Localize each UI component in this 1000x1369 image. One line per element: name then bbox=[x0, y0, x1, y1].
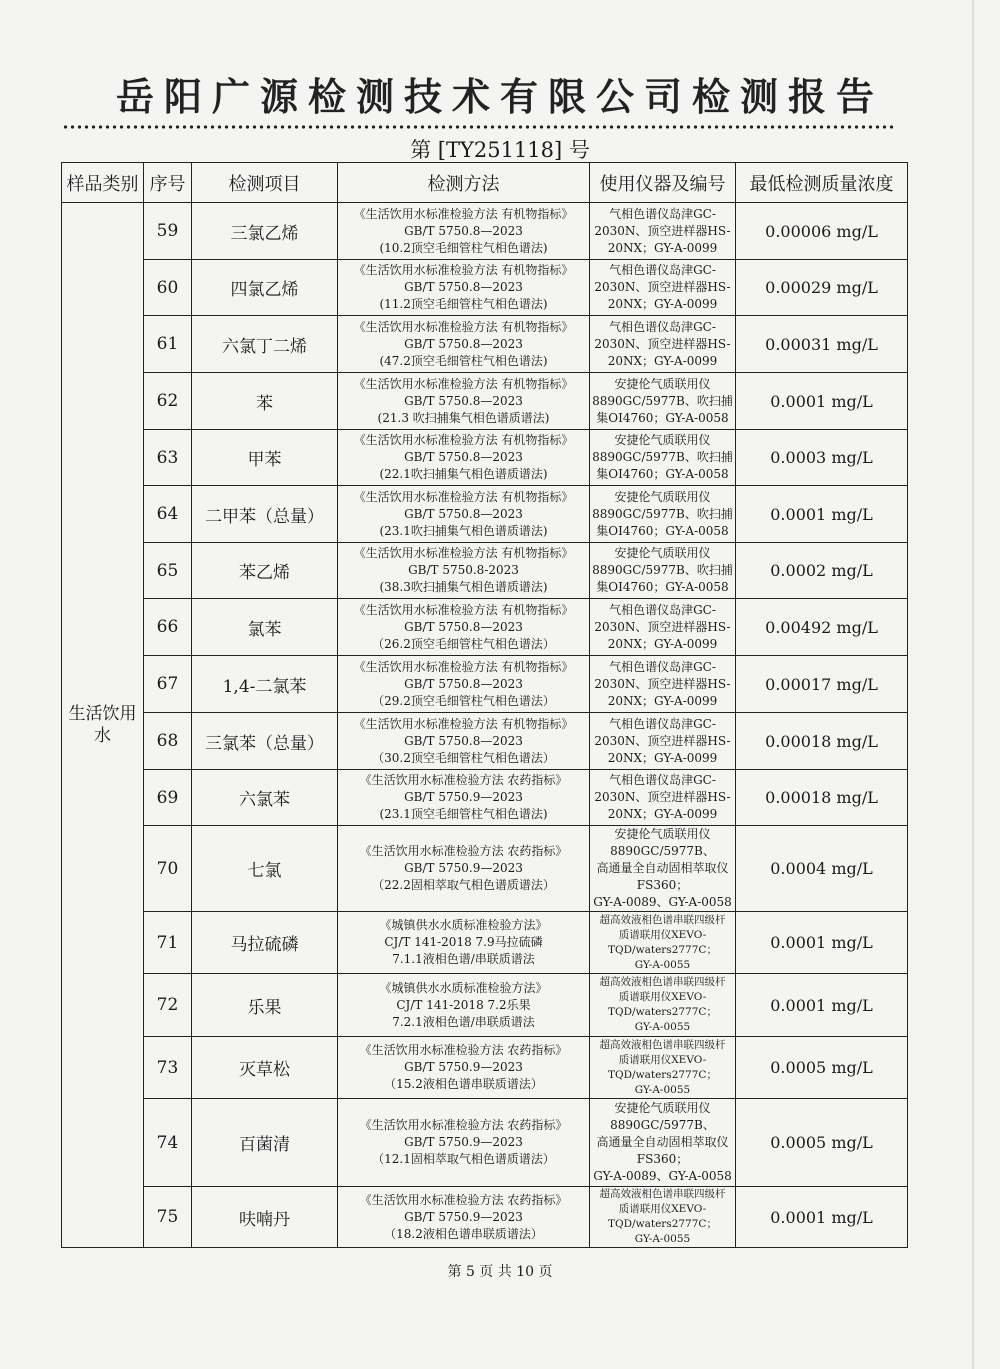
method-line: 《生活饮用水标准检验方法 有机物指标》 bbox=[353, 433, 574, 447]
instrument-line: 超高效液相色谱串联四级杆 bbox=[599, 1038, 726, 1051]
min-detection-concentration: 0.00018 mg/L bbox=[736, 770, 908, 826]
instrument-line: 8890GC/5977B、吹扫捕 bbox=[592, 506, 733, 521]
table-row bbox=[62, 543, 908, 599]
test-item: 六氯苯 bbox=[192, 770, 338, 826]
min-detection-concentration: 0.0004 mg/L bbox=[736, 826, 908, 912]
method-line: GB/T 5750.9—2023 bbox=[404, 1135, 523, 1149]
sample-category: 生活饮用水 bbox=[62, 203, 144, 1248]
col-header: 检测项目 bbox=[192, 163, 338, 203]
instrument-line: TQD/waters2777C； bbox=[608, 1006, 717, 1018]
instrument-line: 气相色谱仪岛津GC- bbox=[609, 773, 716, 787]
instrument-line: TQD/waters2777C； bbox=[608, 1218, 717, 1230]
instrument bbox=[590, 486, 736, 543]
method-line: (21.3 吹扫捕集气相色谱质谱法) bbox=[377, 410, 550, 425]
instrument-line: 质谱联用仪XEVO- bbox=[618, 1053, 707, 1066]
method-line: GB/T 5750.8—2023 bbox=[404, 223, 523, 238]
instrument bbox=[590, 770, 736, 826]
instrument bbox=[590, 826, 736, 912]
instrument-line: 集OI4760；GY-A-0058 bbox=[596, 523, 729, 538]
test-method bbox=[338, 543, 590, 599]
table-row bbox=[62, 486, 908, 543]
min-detection-concentration: 0.0001 mg/L bbox=[736, 486, 908, 543]
instrument-line: 8890GC/5977B、吹扫捕 bbox=[592, 563, 733, 577]
instrument-line: GY-A-0089、GY-A-0058 bbox=[593, 1169, 732, 1183]
method-line: （29.2顶空毛细管柱气相色谱法） bbox=[372, 693, 555, 708]
instrument-line: 质谱联用仪XEVO- bbox=[618, 1203, 707, 1215]
method-line: CJ/T 141-2018 7.9马拉硫磷 bbox=[384, 935, 543, 949]
instrument-line: 2030N、顶空进样器HS- bbox=[594, 733, 731, 748]
instrument-line: 气相色谱仪岛津GC- bbox=[609, 716, 716, 731]
row-number: 65 bbox=[144, 543, 192, 599]
page-number: 第 5 页 共 10 页 bbox=[447, 1264, 553, 1280]
method-line: (23.1吹扫捕集气相色谱质谱法) bbox=[379, 523, 548, 538]
test-item: 三氯苯（总量） bbox=[192, 713, 338, 770]
instrument-line: 高通量全自动固相萃取仪 bbox=[596, 861, 729, 875]
table-row bbox=[62, 430, 908, 486]
row-number: 75 bbox=[144, 1187, 192, 1248]
instrument-line: 气相色谱仪岛津GC- bbox=[609, 263, 716, 277]
method-line: 《生活饮用水标准检验方法 有机物指标》 bbox=[353, 319, 574, 334]
instrument bbox=[590, 1187, 736, 1248]
min-detection-concentration: 0.0002 mg/L bbox=[736, 543, 908, 599]
method-line: （26.2顶空毛细管柱气相色谱法） bbox=[372, 636, 555, 651]
instrument-line: 高通量全自动固相萃取仪 bbox=[596, 1135, 729, 1149]
instrument bbox=[590, 599, 736, 656]
instrument-line: TQD/waters2777C； bbox=[608, 943, 717, 956]
method-line: GB/T 5750.8—2023 bbox=[404, 336, 523, 351]
table-row bbox=[62, 373, 908, 430]
table-row bbox=[62, 713, 908, 770]
method-line: 《生活饮用水标准检验方法 农药指标》 bbox=[359, 844, 568, 858]
test-method bbox=[338, 430, 590, 486]
instrument-line: 20NX；GY-A-0099 bbox=[607, 807, 718, 821]
instrument-line: 20NX；GY-A-0099 bbox=[607, 353, 718, 368]
instrument bbox=[590, 430, 736, 486]
instrument-line: 气相色谱仪岛津GC- bbox=[609, 206, 716, 221]
test-method bbox=[338, 713, 590, 770]
test-method bbox=[338, 974, 590, 1037]
instrument-line: 2030N、顶空进样器HS- bbox=[594, 336, 731, 351]
test-item: 乐果 bbox=[192, 974, 338, 1037]
method-line: GB/T 5750.9—2023 bbox=[404, 861, 523, 875]
test-item: 苯乙烯 bbox=[192, 543, 338, 599]
test-method bbox=[338, 1099, 590, 1187]
method-line: （18.2液相色谱串联质谱法） bbox=[384, 1226, 543, 1241]
instrument-line: 安捷伦气质联用仪 bbox=[614, 376, 711, 391]
test-method bbox=[338, 1187, 590, 1248]
instrument-line: 集OI4760；GY-A-0058 bbox=[596, 467, 729, 481]
row-number: 64 bbox=[144, 486, 192, 543]
min-detection-concentration: 0.00006 mg/L bbox=[736, 203, 908, 260]
table-row bbox=[62, 260, 908, 316]
method-line: 《生活饮用水标准检验方法 有机物指标》 bbox=[353, 376, 574, 391]
method-line: GB/T 5750.8—2023 bbox=[404, 733, 523, 748]
method-line: 《城镇供水水质标准检验方法》 bbox=[379, 980, 548, 995]
method-line: 《生活饮用水标准检验方法 有机物指标》 bbox=[353, 602, 574, 617]
method-line: (11.2顶空毛细管柱气相色谱法) bbox=[379, 297, 548, 311]
row-number: 60 bbox=[144, 260, 192, 316]
method-line: GB/T 5750.9—2023 bbox=[404, 790, 523, 804]
test-method bbox=[338, 1037, 590, 1099]
test-method bbox=[338, 770, 590, 826]
test-item: 呋喃丹 bbox=[192, 1187, 338, 1248]
instrument-line: 安捷伦气质联用仪 bbox=[614, 546, 711, 560]
instrument-line: 20NX；GY-A-0099 bbox=[607, 297, 718, 311]
dotted-divider bbox=[62, 124, 896, 130]
table-row bbox=[62, 912, 908, 974]
method-line: GB/T 5750.8—2023 bbox=[404, 393, 523, 408]
row-number: 61 bbox=[144, 316, 192, 373]
test-method bbox=[338, 203, 590, 260]
instrument-line: 安捷伦气质联用仪 bbox=[614, 433, 711, 447]
instrument bbox=[590, 260, 736, 316]
instrument-line: 集OI4760；GY-A-0058 bbox=[596, 410, 729, 425]
instrument bbox=[590, 373, 736, 430]
instrument-line: 集OI4760；GY-A-0058 bbox=[596, 580, 729, 594]
min-detection-concentration: 0.00029 mg/L bbox=[736, 260, 908, 316]
method-line: 《城镇供水水质标准检验方法》 bbox=[379, 918, 548, 932]
instrument-line: 8890GC/5977B、吹扫捕 bbox=[592, 450, 733, 464]
method-line: GB/T 5750.8—2023 bbox=[404, 676, 523, 691]
instrument-line: 20NX；GY-A-0099 bbox=[607, 240, 718, 255]
min-detection-concentration: 0.0005 mg/L bbox=[736, 1099, 908, 1187]
method-line: （12.1固相萃取气相色谱质谱法） bbox=[372, 1152, 555, 1166]
report-title: 岳阳广源检测技术有限公司检测报告 bbox=[115, 74, 884, 119]
method-line: 《生活饮用水标准检验方法 有机物指标》 bbox=[353, 546, 574, 560]
col-header: 使用仪器及编号 bbox=[590, 163, 736, 203]
table-row bbox=[62, 974, 908, 1037]
instrument-line: 20NX；GY-A-0099 bbox=[607, 693, 718, 708]
instrument-line: 2030N、顶空进样器HS- bbox=[594, 619, 731, 634]
instrument-line: 气相色谱仪岛津GC- bbox=[609, 602, 716, 617]
instrument-line: 8890GC/5977B、 bbox=[610, 1118, 715, 1132]
table-row bbox=[62, 1187, 908, 1248]
instrument-line: 超高效液相色谱串联四级杆 bbox=[599, 976, 726, 988]
row-number: 74 bbox=[144, 1099, 192, 1187]
method-line: GB/T 5750.8—2023 bbox=[404, 619, 523, 634]
method-line: 《生活饮用水标准检验方法 有机物指标》 bbox=[353, 716, 574, 731]
test-method bbox=[338, 260, 590, 316]
row-number: 59 bbox=[144, 203, 192, 260]
method-line: GB/T 5750.8—2023 bbox=[404, 280, 523, 294]
instrument bbox=[590, 203, 736, 260]
instrument-line: 安捷伦气质联用仪 bbox=[614, 1101, 711, 1115]
method-line: GB/T 5750.8-2023 bbox=[408, 563, 519, 577]
method-line: 《生活饮用水标准检验方法 农药指标》 bbox=[359, 1118, 568, 1132]
instrument bbox=[590, 1037, 736, 1099]
table-row bbox=[62, 599, 908, 656]
test-item: 四氯乙烯 bbox=[192, 260, 338, 316]
test-item: 1,4-二氯苯 bbox=[192, 656, 338, 713]
min-detection-concentration: 0.0003 mg/L bbox=[736, 430, 908, 486]
table-row bbox=[62, 1099, 908, 1187]
test-method bbox=[338, 599, 590, 656]
min-detection-concentration: 0.0001 mg/L bbox=[736, 912, 908, 974]
row-number: 71 bbox=[144, 912, 192, 974]
col-header: 最低检测质量浓度 bbox=[736, 163, 908, 203]
method-line: 《生活饮用水标准检验方法 农药指标》 bbox=[359, 1043, 568, 1057]
test-item: 百菌清 bbox=[192, 1099, 338, 1187]
instrument-line: 20NX；GY-A-0099 bbox=[607, 750, 718, 765]
method-line: 《生活饮用水标准检验方法 有机物指标》 bbox=[353, 206, 574, 221]
method-line: 《生活饮用水标准检验方法 农药指标》 bbox=[359, 1192, 568, 1207]
instrument-line: FS360； bbox=[636, 1152, 689, 1166]
instrument-line: GY-A-0055 bbox=[634, 1233, 691, 1245]
min-detection-concentration: 0.0005 mg/L bbox=[736, 1037, 908, 1099]
instrument-line: 超高效液相色谱串联四级杆 bbox=[599, 913, 726, 926]
method-line: GB/T 5750.9—2023 bbox=[404, 1209, 523, 1224]
row-number: 72 bbox=[144, 974, 192, 1037]
instrument-line: 安捷伦气质联用仪 bbox=[614, 489, 711, 504]
row-number: 70 bbox=[144, 826, 192, 912]
instrument-line: 20NX；GY-A-0099 bbox=[607, 636, 718, 651]
table-row bbox=[62, 656, 908, 713]
instrument-line: 安捷伦气质联用仪 bbox=[614, 827, 711, 841]
table-row bbox=[62, 203, 908, 260]
instrument-line: GY-A-0055 bbox=[634, 1083, 691, 1096]
method-line: GB/T 5750.8—2023 bbox=[404, 506, 523, 521]
page-edge bbox=[972, 0, 974, 1369]
report-number: 第 [TY251118] 号 bbox=[410, 138, 590, 162]
instrument bbox=[590, 713, 736, 770]
instrument bbox=[590, 316, 736, 373]
min-detection-concentration: 0.0001 mg/L bbox=[736, 373, 908, 430]
row-number: 68 bbox=[144, 713, 192, 770]
test-item: 三氯乙烯 bbox=[192, 203, 338, 260]
method-line: 《生活饮用水标准检验方法 农药指标》 bbox=[359, 773, 568, 787]
instrument-line: GY-A-0089、GY-A-0058 bbox=[593, 895, 732, 909]
min-detection-concentration: 0.00492 mg/L bbox=[736, 599, 908, 656]
instrument-line: GY-A-0055 bbox=[634, 1021, 691, 1033]
method-line: (10.2顶空毛细管柱气相色谱法) bbox=[379, 240, 548, 255]
method-line: 《生活饮用水标准检验方法 有机物指标》 bbox=[353, 263, 574, 277]
instrument bbox=[590, 974, 736, 1037]
instrument bbox=[590, 656, 736, 713]
instrument-line: 2030N、顶空进样器HS- bbox=[594, 223, 731, 238]
test-item: 氯苯 bbox=[192, 599, 338, 656]
instrument bbox=[590, 543, 736, 599]
col-header: 检测方法 bbox=[338, 163, 590, 203]
instrument-line: 2030N、顶空进样器HS- bbox=[594, 790, 731, 804]
method-line: GB/T 5750.9—2023 bbox=[404, 1060, 523, 1074]
row-number: 73 bbox=[144, 1037, 192, 1099]
method-line: 7.1.1液相色谱/串联质谱法 bbox=[392, 952, 535, 966]
test-item: 苯 bbox=[192, 373, 338, 430]
row-number: 62 bbox=[144, 373, 192, 430]
method-line: (47.2顶空毛细管柱气相色谱法) bbox=[379, 353, 548, 368]
row-number: 66 bbox=[144, 599, 192, 656]
row-number: 69 bbox=[144, 770, 192, 826]
method-line: (23.1顶空毛细管柱气相色谱法) bbox=[379, 807, 548, 821]
method-line: GB/T 5750.8—2023 bbox=[404, 450, 523, 464]
row-number: 63 bbox=[144, 430, 192, 486]
method-line: 《生活饮用水标准检验方法 有机物指标》 bbox=[353, 659, 574, 674]
col-header: 序号 bbox=[144, 163, 192, 203]
min-detection-concentration: 0.00018 mg/L bbox=[736, 713, 908, 770]
method-line: （22.2固相萃取气相色谱质谱法） bbox=[372, 878, 555, 892]
test-method bbox=[338, 826, 590, 912]
min-detection-concentration: 0.00017 mg/L bbox=[736, 656, 908, 713]
instrument-line: 2030N、顶空进样器HS- bbox=[594, 676, 731, 691]
instrument-line: FS360； bbox=[636, 878, 689, 892]
method-line: CJ/T 141-2018 7.2乐果 bbox=[396, 997, 531, 1012]
test-item: 二甲苯（总量） bbox=[192, 486, 338, 543]
method-line: 《生活饮用水标准检验方法 有机物指标》 bbox=[353, 489, 574, 504]
instrument-line: 超高效液相色谱串联四级杆 bbox=[599, 1188, 726, 1200]
table-row bbox=[62, 316, 908, 373]
table-row bbox=[62, 826, 908, 912]
min-detection-concentration: 0.00031 mg/L bbox=[736, 316, 908, 373]
instrument-line: 质谱联用仪XEVO- bbox=[618, 991, 707, 1003]
test-item: 七氯 bbox=[192, 826, 338, 912]
table-header-row bbox=[62, 163, 908, 203]
test-method bbox=[338, 486, 590, 543]
instrument-line: 8890GC/5977B、吹扫捕 bbox=[592, 393, 733, 408]
method-line: (22.1吹扫捕集气相色谱质谱法) bbox=[379, 467, 548, 481]
instrument-line: TQD/waters2777C； bbox=[608, 1068, 717, 1081]
instrument-line: 气相色谱仪岛津GC- bbox=[609, 659, 716, 674]
method-line: 7.2.1液相色谱/串联质谱法 bbox=[392, 1014, 535, 1029]
method-line: （15.2液相色谱串联质谱法） bbox=[384, 1077, 543, 1091]
test-method bbox=[338, 316, 590, 373]
table-row bbox=[62, 1037, 908, 1099]
min-detection-concentration: 0.0001 mg/L bbox=[736, 974, 908, 1037]
table-row bbox=[62, 770, 908, 826]
test-method bbox=[338, 656, 590, 713]
instrument-line: 气相色谱仪岛津GC- bbox=[609, 319, 716, 334]
method-line: （30.2顶空毛细管柱气相色谱法） bbox=[372, 750, 555, 765]
min-detection-concentration: 0.0001 mg/L bbox=[736, 1187, 908, 1248]
test-item: 灭草松 bbox=[192, 1037, 338, 1099]
test-method bbox=[338, 912, 590, 974]
instrument-line: 质谱联用仪XEVO- bbox=[618, 928, 707, 941]
test-item: 马拉硫磷 bbox=[192, 912, 338, 974]
method-line: (38.3吹扫捕集气相色谱质谱法) bbox=[379, 580, 548, 594]
instrument-line: GY-A-0055 bbox=[634, 958, 691, 971]
test-item: 六氯丁二烯 bbox=[192, 316, 338, 373]
instrument bbox=[590, 912, 736, 974]
instrument bbox=[590, 1099, 736, 1187]
instrument-line: 2030N、顶空进样器HS- bbox=[594, 280, 731, 294]
test-method bbox=[338, 373, 590, 430]
row-number: 67 bbox=[144, 656, 192, 713]
test-item: 甲苯 bbox=[192, 430, 338, 486]
col-header: 样品类别 bbox=[62, 163, 144, 203]
instrument-line: 8890GC/5977B、 bbox=[610, 844, 715, 858]
test-items-table bbox=[61, 162, 908, 1248]
